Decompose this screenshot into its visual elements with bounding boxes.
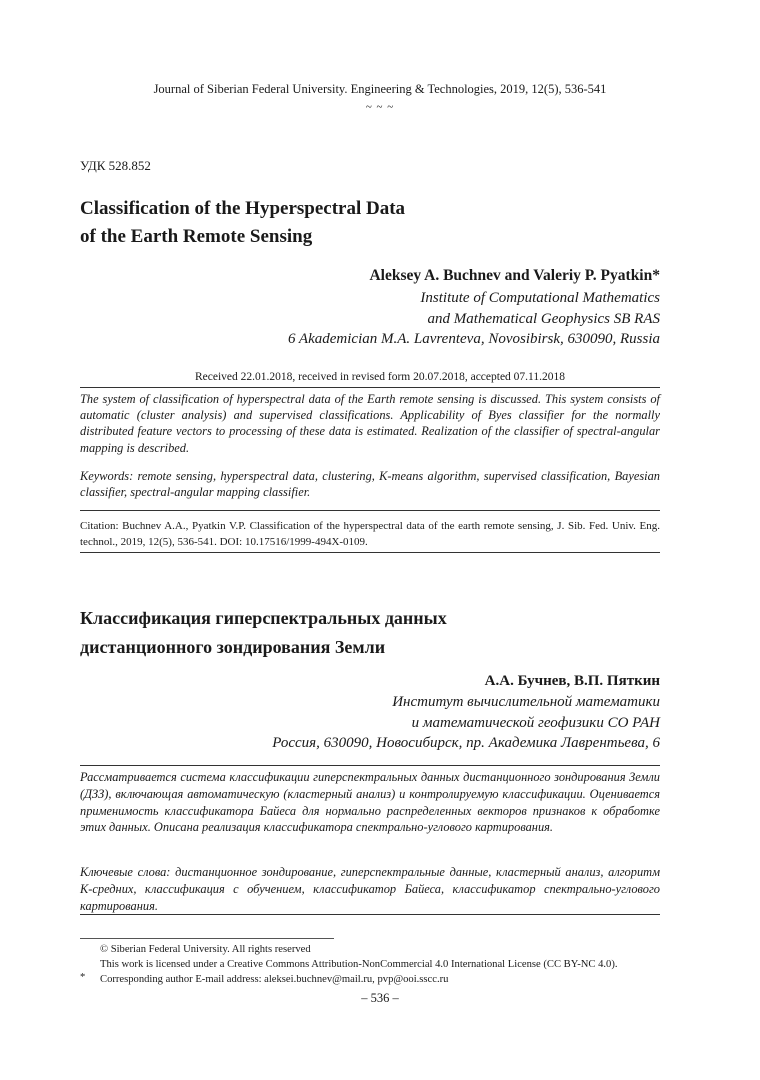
affiliation-english-line3: 6 Akademician M.A. Lavrenteva, Novosibirsk, 630090, Russia [287, 331, 660, 347]
affiliation-english-line2: and Mathematical Geophysics SB RAS [427, 310, 660, 327]
header-ornament: ~ ~ ~ [365, 101, 395, 113]
title-english [80, 195, 640, 251]
footnote-asterisk: * [80, 972, 86, 983]
title-russian-line2: дистанционного зондирования Земли [80, 637, 386, 657]
footnote-divider [80, 938, 334, 939]
authors-russian: А.А. Бучнев, В.П. Пяткин [484, 673, 660, 689]
corresponding-author: Corresponding author E-mail address: aleksei.buchnev@mail.ru, pvp@ooi.sscc.ru [100, 974, 449, 986]
keywords-russian: Ключевые слова: дистанционное зондирование, гиперспектральные данные, кластерный анализ, алгоритм K-средних, классификация с обучением, классификатор Байеса, классификатор спектрально-углового картирования. [80, 865, 660, 913]
license-notice: This work is licensed under a Creative Commons Attribution-NonCommercial 4.0 International License (CC BY-NC 4.0). [100, 959, 618, 971]
divider [80, 387, 660, 388]
title-english-line2: of the Earth Remote Sensing [80, 226, 313, 247]
divider [80, 765, 660, 766]
udk-code: УДК 528.852 [80, 158, 151, 173]
affiliation-english [288, 288, 660, 350]
divider [80, 510, 660, 511]
divider [80, 552, 660, 553]
copyright-notice: © Siberian Federal University. All rights reserved [100, 944, 311, 955]
affiliation-russian-line2: и математической геофизики СО РАН [411, 714, 660, 731]
abstract-english: The system of classification of hyperspectral data of the Earth remote sensing is discussed. This system consists of automatic (cluster analysis) and supervised classifications. Applicability of Byes classifier for the normally distributed feature vectors to processing of these data is estimated. Realization of the classifier of spectral-angular mapping is described. [80, 392, 660, 455]
journal-header: Journal of Siberian Federal University. Engineering & Technologies, 2019, 12(5), 536-541 [153, 82, 607, 96]
abstract-russian: Рассматривается система классификации гиперспектральных данных дистанционного зондирования Земли (ДЗЗ), включающая автоматическую (кластерный анализ) и контролируемую классификации. Оценивается применимость классификатора Байеса для нормально распределенных векторов признаков к обработке этих данных. Описана реализация классификатора спектрально-углового картирования. [80, 770, 660, 835]
title-english-line1: Classification of the Hyperspectral Data [80, 198, 406, 219]
citation: Citation: Buchnev A.A., Pyatkin V.P. Classification of the hyperspectral data of the earth remote sensing, J. Sib. Fed. Univ. Eng. technol., 2019, 12(5), 536-541. DOI: 10.17516/1999-494X-0109. [80, 520, 660, 548]
affiliation-russian [272, 692, 660, 754]
page-number: – 536 – [361, 991, 399, 1005]
affiliation-english-line1: Institute of Computational Mathematics [420, 290, 660, 306]
received-dates: Received 22.01.2018, received in revised form 20.07.2018, accepted 07.11.2018 [194, 371, 566, 383]
title-russian-line1: Классификация гиперспектральных данных [80, 608, 447, 628]
authors-english: Aleksey A. Buchnev and Valeriy P. Pyatkin* [369, 267, 660, 284]
affiliation-russian-line1: Институт вычислительной математики [392, 694, 660, 710]
title-russian [80, 604, 640, 662]
keywords-english: Keywords: remote sensing, hyperspectral data, clustering, K-means algorithm, supervised classification, Bayesian classifier, spectral-angular mapping classifier. [80, 469, 660, 500]
affiliation-russian-line3: Россия, 630090, Новосибирск, пр. Академика Лаврентьева, 6 [272, 735, 660, 751]
footnotes [92, 942, 672, 988]
divider [80, 914, 660, 915]
